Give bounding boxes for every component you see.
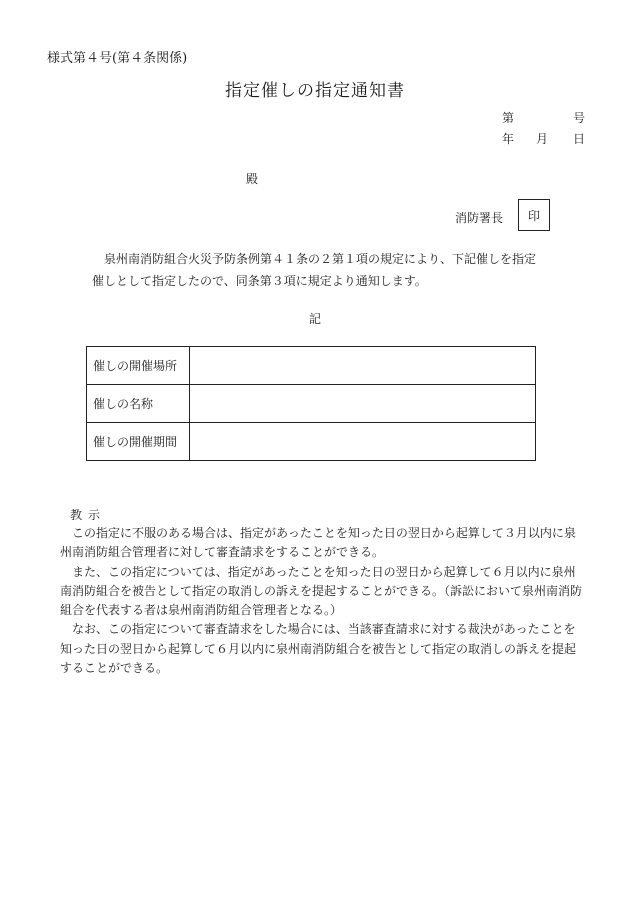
date-month-label: 月 xyxy=(536,132,549,146)
form-number: 様式第４号(第４条関係) xyxy=(47,51,188,66)
date-day-label: 日 xyxy=(573,132,586,146)
number-suffix: 号 xyxy=(573,111,586,125)
document-title: 指定催しの指定通知書 xyxy=(225,81,405,101)
notice-body-line-2: 催しとして指定したので、同条第３項に規定より通知します。 xyxy=(92,274,427,288)
table-row xyxy=(87,423,536,461)
notice-body-line-1: 泉州南消防組合火災予防条例第４１条の２第１項の規定により、下記催しを指定 xyxy=(104,252,537,266)
ki-heading: 記 xyxy=(308,312,321,326)
row-label-venue: 催しの開催場所 xyxy=(87,347,190,385)
table-row xyxy=(87,347,536,385)
kyoji-heading: 教示 xyxy=(70,508,107,522)
number-label: 第 xyxy=(502,111,515,125)
kyoji-paragraph-3: なお、この指定について審査請求をした場合には、当該審査請求に対する裁決があったことを知った日の翌日から起算して６月以内に泉州南消防組合を被告として指定の取消しの訴えを提起することができる。 xyxy=(60,622,577,676)
seal-label: 印 xyxy=(527,208,540,223)
seal-box xyxy=(518,199,550,231)
issuer-title: 消防署長 xyxy=(455,211,504,225)
kyoji-paragraph-1: この指定に不服のある場合は、指定があったことを知った日の翌日から起算して３月以内に泉州南消防組合管理者に対して審査請求をすることができる。 xyxy=(60,526,576,560)
details-table xyxy=(86,346,536,461)
kyoji-paragraph-2: また、この指定については、指定があったことを知った日の翌日から起算して６月以内に泉州南消防組合を被告として指定の取消しの訴えを提起することができる。（訴訟において泉州南消防組合を代表する者は泉州南消防組合管理者となる。） xyxy=(60,564,583,618)
date-year-label: 年 xyxy=(502,132,515,146)
row-value-venue xyxy=(190,347,536,385)
kyoji-text xyxy=(60,524,582,678)
row-label-period: 催しの開催期間 xyxy=(87,423,190,461)
notice-body xyxy=(92,248,552,292)
row-value-period xyxy=(190,423,536,461)
addressee-suffix: 殿 xyxy=(246,172,259,186)
row-label-name: 催しの名称 xyxy=(87,385,190,423)
table-row xyxy=(87,385,536,423)
row-value-name xyxy=(190,385,536,423)
